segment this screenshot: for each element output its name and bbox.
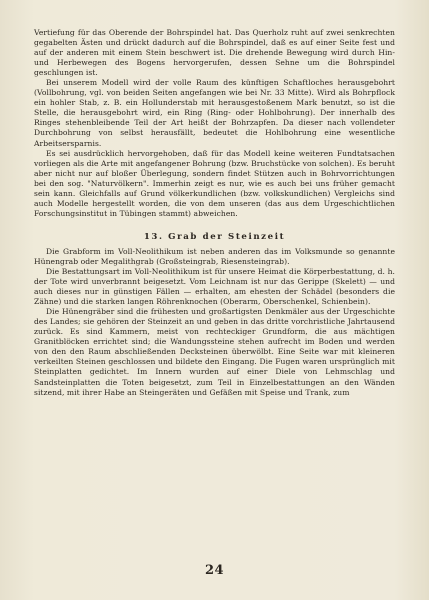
paragraph-huenengraeber: Die Hünengräber sind die frühesten und großartigsten Denkmäler aus der Urgeschichte des Landes; sie gehören der Steinzeit an und geben in das dritte vorchristliche Jahrtausend zurück. Es sind Kammern, meist von rechteckiger Grundform, die aus mächtigen Granitblöcken errichtet sind; die Wandungssteine stehen aufrecht im Boden und werden von den den Raum abschließenden Decksteinen überwölbt. Eine Seite war mit kleineren verkeilten Steinen geschlossen und bildete den Eingang. Die Fugen waren ursprünglich mit Steinplatten gedichtet. Im Innern wurden auf einer Diele von Lehmschlag und Sandsteinplatten die Toten beigesetzt, zum Teil in Einzelbestattungen an den Wänden sitzend, mit ihrer Habe an Steingeräten und Gefäßen mit Speise und Trank, zum	[34, 307, 395, 397]
paragraph-vollbohrung: Bei unserem Modell wird der volle Raum des künftigen Schaftloches herausgebohrt (Vollbohrung, vgl. von beiden Seiten angefangen wie bei Nr. 33 Mitte). Wird als Bohrpflock ein hohler Stab, z. B. ein Hollunderstab mit herausgestoßenem Mark benutzt, so ist die Stelle, die herausgebohrt wird, ein Ring (Ring- oder Hohlbohrung). Der innerhalb des Ringes stehenbleibende Teil der Art heißt der Bohrzapfen. Da dieser nach vollendeter Durchbohrung von selbst herausfällt, bedeutet die Hohlbohrung eine wesentliche Arbeitsersparnis.	[34, 78, 395, 148]
paragraph-modell: Es sei ausdrücklich hervorgehoben, daß für das Modell keine weiteren Fundtatsachen vorliegen als die Arte mit angefangener Bohrung (bzw. Bruchstücke von solchen). Es beruht aber nicht nur auf bloßer Überlegung, sondern findet Stützen auch in Bohrvorrichtungen bei den sog. "Naturvölkern". Immerhin zeigt es nur, wie es auch bei uns früher gemacht sein kann. Gleichfalls auf Grund völkerkundlichen (bzw. volkskundlichen) Vergleichs sind auch Modelle hergestellt worden, die von dem unseren (das aus dem Urgeschichtlichen Forschungsinstitut in Tübingen stammt) abweichen.	[34, 148, 395, 218]
page-number: 24	[204, 563, 225, 578]
section-heading: 13. Grab der Steinzeit	[143, 231, 286, 242]
paragraph-grabform: Die Grabform im Voll-Neolithikum ist neben anderen das im Volksmunde so genannte Hünengrab oder Megalithgrab (Großsteingrab, Riesensteingrab).	[34, 246, 395, 266]
paragraph-bestattungsart: Die Bestattungsart im Voll-Neolithikum ist für unsere Heimat die Körperbestattung, d. h. der Tote wird unverbrannt beigesetzt. Vom Leichnam ist nur das Gerippe (Skelett) — und auch dieses nur in günstigen Fällen — erhalten, am ehesten der Schädel (besonders die Zähne) und die starken langen Röhrenknochen (Oberarm, Oberschenkel, Schienbein).	[34, 266, 395, 307]
section-gap	[34, 219, 395, 228]
paragraph-bohrspindel: Vertiefung für das Oberende der Bohrspindel hat. Das Querholz ruht auf zwei senkrechten gegabelten Ästen und drückt dadurch auf die Bohrspindel, daß es auf einer Seite fest und auf der anderen mit einem Stein beschwert ist. Die drehende Bewegung wird durch Hin- und Herbewegen des Bogens hervorgerufen, dessen Sehne um die Bohrspindel geschlungen ist.	[34, 28, 395, 78]
